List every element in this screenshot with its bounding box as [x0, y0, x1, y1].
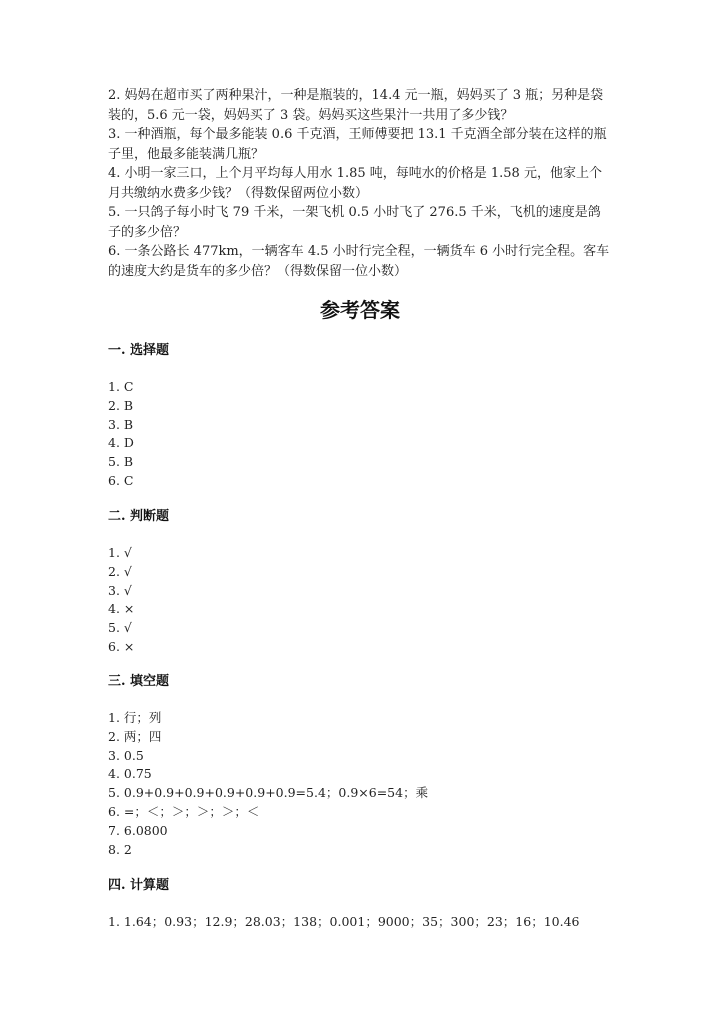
answer-item: 6. ×	[108, 638, 135, 654]
problem-4: 4. 小明一家三口，上个月平均每人用水 1.85 吨，每吨水的价格是 1.58 元，他家上个月共缴纳水费多少钱？（得数保留两位小数）	[108, 166, 602, 201]
answer-item: 1. √	[108, 545, 132, 560]
section-fill-in-blank	[108, 670, 628, 859]
problem-3: 3. 一种酒瓶，每个最多能装 0.6 千克酒，王师傅要把 13.1 千克酒全部分装在这样的瓶子里，他最多能装满几瓶？	[108, 127, 607, 162]
answer-item: 2. √	[108, 563, 132, 579]
answer-key-title: 参考答案	[320, 298, 400, 322]
answer-item: 4. D	[108, 435, 134, 451]
answer-item: 5. 0.9+0.9+0.9+0.9+0.9+0.9=5.4；0.9×6=54；乘	[108, 785, 429, 801]
answer-item: 1. 1.64；0.93；12.9；28.03；138；0.001；9000；35；300；23；16；10.46	[108, 914, 580, 929]
answer-item: 2. 两；四	[108, 728, 162, 744]
section-heading: 三. 填空题	[108, 674, 170, 689]
section-multiple-choice	[108, 339, 628, 491]
answer-item: 3. √	[108, 582, 132, 598]
answer-item: 7. 6.0800	[108, 822, 168, 838]
answer-item: 2. B	[108, 397, 134, 413]
problem-6: 6. 一条公路长 477km，一辆客车 4.5 小时行完全程，一辆货车 6 小时行完全程。客车的速度大约是货车的多少倍？（得数保留一位小数）	[108, 244, 610, 279]
section-heading: 一. 选择题	[108, 343, 170, 358]
answer-item: 3. B	[108, 416, 134, 432]
problem-2: 2. 妈妈在超市买了两种果汁，一种是瓶装的，14.4 元一瓶，妈妈买了 3 瓶；另种是袋装的，5.6 元一袋，妈妈买了 3 袋。妈妈买这些果汁一共用了多少钱？	[108, 88, 604, 123]
word-problems	[108, 86, 613, 281]
answer-item: 1. 行；列	[108, 710, 162, 725]
answer-item: 6. C	[108, 472, 134, 488]
answer-list	[108, 913, 628, 932]
answer-item: 4. ×	[108, 601, 135, 617]
answer-list	[108, 544, 628, 657]
section-calculation	[108, 874, 628, 932]
answer-item: 8. 2	[108, 841, 132, 857]
section-heading: 四. 计算题	[108, 878, 170, 893]
problem-5: 5. 一只鸽子每小时飞 79 千米，一架飞机 0.5 小时飞了 276.5 千米，飞机的速度是鸽子的多少倍？	[108, 205, 601, 240]
answer-item: 6. =；＜；＞；＞；＞；＜	[108, 803, 260, 819]
answer-item: 5. √	[108, 620, 132, 636]
answer-list	[108, 709, 628, 859]
answer-item: 3. 0.5	[108, 747, 144, 763]
answer-list	[108, 378, 628, 491]
section-heading: 二. 判断题	[108, 509, 170, 524]
section-true-false	[108, 505, 628, 657]
answer-item: 4. 0.75	[108, 766, 152, 782]
answer-item: 5. B	[108, 454, 134, 470]
answer-item: 1. C	[108, 379, 134, 394]
